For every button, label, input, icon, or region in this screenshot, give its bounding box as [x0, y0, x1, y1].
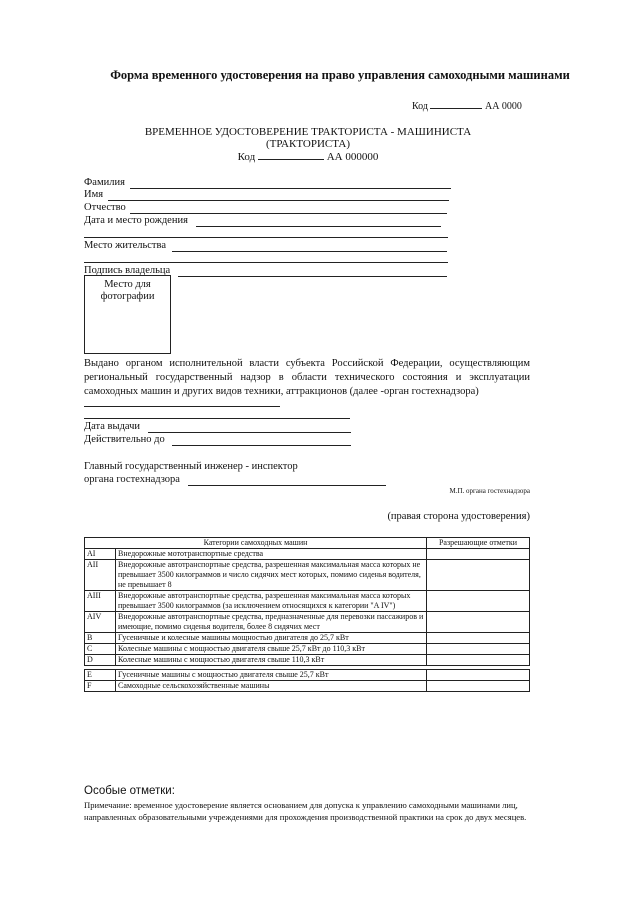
photo-text-1: Место для: [104, 279, 151, 290]
inspector-block: [84, 460, 298, 486]
category-code: AI: [85, 549, 116, 560]
certificate-code: [120, 150, 496, 163]
category-description: Гусеничные машины с мощностью двигателя свыше 25,7 кВт: [116, 670, 427, 681]
category-description: Внедорожные автотранспортные средства, разрешенная максимальная масса которых превышает 3500 килограммов (за исключением относящихся к категории "A IV"): [116, 591, 427, 612]
table-row: [85, 670, 530, 681]
field-birth-label: Дата и место рождения: [84, 215, 188, 226]
form-title: Форма временного удостоверения на право управления самоходными машинами: [110, 68, 570, 82]
field-birth-line: [196, 226, 441, 227]
category-description: Колесные машины с мощностью двигателя свыше 110,3 кВт: [116, 655, 427, 666]
certificate-code-label: Код: [237, 151, 256, 163]
permit-mark-cell: [427, 655, 530, 666]
category-code: F: [85, 681, 116, 692]
certificate-title-sub: (ТРАКТОРИСТА): [265, 138, 351, 150]
valid-until-label: Действительно до: [84, 434, 165, 445]
category-description: Внедорожные автотранспортные средства, разрешенная максимальная масса которых не превышает 3500 килограммов и число сидячих мест которых, помимо сиденья водителя, не превышает 8: [116, 560, 427, 591]
field-patronymic-label: Отчество: [84, 202, 126, 213]
permit-mark-cell: [427, 681, 530, 692]
photo-placeholder: [84, 275, 171, 354]
category-description: Самоходные сельскохозяйственные машины: [116, 681, 427, 692]
permit-mark-cell: [427, 612, 530, 633]
table-row: [85, 633, 530, 644]
field-signature-line: [178, 276, 447, 277]
field-surname-label: Фамилия: [84, 177, 125, 188]
table-row: [85, 612, 530, 633]
field-residence-label: Место жительства: [84, 240, 166, 251]
issue-date-line: [148, 432, 351, 433]
table-row: [85, 655, 530, 666]
header-category: Категории самоходных машин: [85, 538, 427, 549]
top-code-blank: [430, 99, 482, 109]
permit-mark-cell: [427, 560, 530, 591]
category-code: AIII: [85, 591, 116, 612]
notes-text: Примечание: временное удостоверение является основанием для допуска к управлению самоходными машинами лиц, направленных образовательными учреждениями для прохождения производственной практики на срок до двух месяцев.: [84, 800, 527, 822]
permit-mark-cell: [427, 644, 530, 655]
notes-title: Особые отметки:: [84, 785, 175, 797]
top-code-series: АА 0000: [484, 101, 522, 112]
inspector-line-1: Главный государственный инженер - инспектор: [84, 461, 298, 472]
certificate-code-blank: [258, 150, 324, 160]
issued-by-text: Выдано органом исполнительной власти субъекта Российской Федерации, осуществляющим региональный государственный надзор в области технического состояния и эксплуатации самоходных машин и других видов техники, аттракционов (далее -орган гостехнадзора): [84, 358, 530, 397]
category-code: E: [85, 670, 116, 681]
top-code: [412, 99, 522, 112]
permit-mark-cell: [427, 549, 530, 560]
table-row: [85, 591, 530, 612]
field-residence-line: [172, 251, 447, 252]
table-row: [85, 560, 530, 591]
valid-until-line: [172, 445, 351, 446]
table-row: [85, 681, 530, 692]
field-name-line: [108, 200, 449, 201]
table-header-row: [85, 538, 530, 549]
photo-text-2: фотографии: [100, 291, 155, 302]
category-description: Колесные машины с мощностью двигателя свыше 25,7 кВт до 110,3 кВт: [116, 644, 427, 655]
category-code: D: [85, 655, 116, 666]
table-row: [85, 644, 530, 655]
category-code: C: [85, 644, 116, 655]
category-code: B: [85, 633, 116, 644]
right-side-label: (правая сторона удостоверения): [387, 511, 530, 522]
certificate-title-main: ВРЕМЕННОЕ УДОСТОВЕРЕНИЕ ТРАКТОРИСТА - МАШИНИСТА: [144, 126, 472, 138]
category-description: Внедорожные автотранспортные средства, предназначенные для перевозки пассажиров и имеющие, помимо сиденья водителя, более 8 сидячих мест: [116, 612, 427, 633]
categories-table: [84, 537, 530, 692]
permit-mark-cell: [427, 591, 530, 612]
stamp-note: М.П. органа гостехнадзора: [449, 487, 530, 495]
field-name-label: Имя: [84, 189, 104, 200]
permit-mark-cell: [427, 670, 530, 681]
field-surname-line: [130, 188, 451, 189]
table-row: [85, 549, 530, 560]
issued-by-line-2: [84, 418, 350, 419]
inspector-line-2: органа гостехнадзора: [84, 474, 180, 485]
permit-mark-cell: [427, 633, 530, 644]
top-code-label: Код: [412, 101, 428, 112]
issued-by-line-1: [84, 406, 280, 407]
certificate-title: [120, 126, 496, 150]
inspector-signature-line: [188, 485, 386, 486]
category-description: Гусеничные и колесные машины мощностью двигателя до 25,7 кВт: [116, 633, 427, 644]
category-description: Внедорожные мототранспортные средства: [116, 549, 427, 560]
issue-date-label: Дата выдачи: [84, 421, 141, 432]
certificate-code-series: АА 000000: [326, 151, 379, 163]
categories-table-body: [85, 549, 530, 692]
category-code: AII: [85, 560, 116, 591]
field-birth-line-2: [84, 237, 448, 238]
category-code: AIV: [85, 612, 116, 633]
field-residence-line-2: [84, 262, 448, 263]
field-signature-label: Подпись владельца: [84, 265, 171, 276]
header-marks: Разрешающие отметки: [427, 538, 530, 549]
